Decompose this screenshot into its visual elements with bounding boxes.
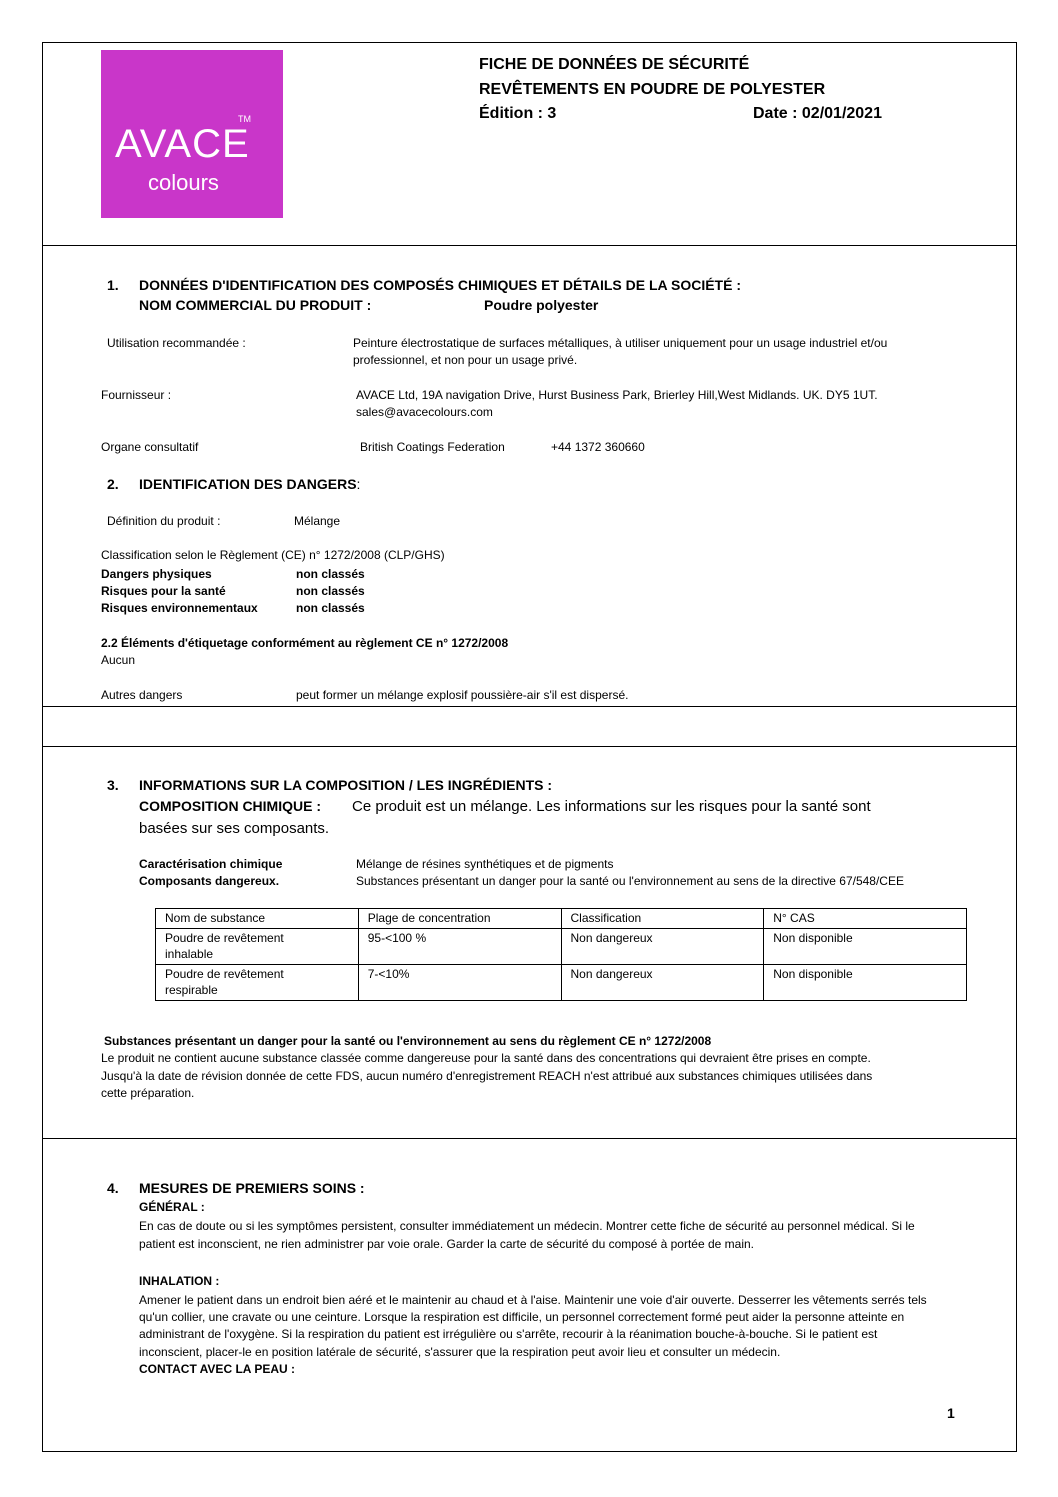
hazard-label: Risques pour la santé <box>101 584 226 598</box>
advisory-label: Organe consultatif <box>101 440 199 454</box>
divider <box>42 746 1017 747</box>
composition-table <box>155 908 967 1001</box>
section-number: 3. <box>107 777 119 793</box>
logo-subtitle: colours <box>148 170 219 195</box>
section-2-title-colon: : <box>356 476 361 492</box>
inhalation-text-2: qu'un collier, une cravate ou une ceinture. Lorsque la respiration est difficile, un personnel correctement formé peut aider la personne atteinte en <box>139 1310 905 1324</box>
inhalation-text-1: Amener le patient dans un endroit bien aéré et le maintenir au chaud et à l'aise. Maintenir une voie d'air ouverte. Desserrer les vêtements serrés tels <box>139 1293 927 1307</box>
product-definition-label: Définition du produit : <box>107 514 221 528</box>
chemical-characterisation-value: Mélange de résines synthétiques et de pigments <box>356 857 614 871</box>
table-cell: Non disponible <box>764 929 967 965</box>
table-row <box>156 929 967 965</box>
substance-name-cont: inhalable <box>165 947 214 961</box>
labelling-title: 2.2 Éléments d'étiquetage conformément au règlement CE n° 1272/2008 <box>101 636 509 650</box>
company-logo <box>101 50 283 218</box>
table-header: Classification <box>561 909 764 929</box>
regulation-text-2: Jusqu'à la date de révision donnée de cette FDS, aucun numéro d'enregistrement REACH n'est attribué aux substances chimiques utilisées dans <box>101 1069 873 1083</box>
doc-date: Date : 02/01/2021 <box>753 105 882 122</box>
section-3-title: INFORMATIONS SUR LA COMPOSITION / LES INGRÉDIENTS : <box>139 777 553 793</box>
product-definition-value: Mélange <box>294 514 341 528</box>
section-4-title: MESURES DE PREMIERS SOINS : <box>139 1180 365 1196</box>
section-1-title: DONNÉES D'IDENTIFICATION DES COMPOSÉS CHIMIQUES ET DÉTAILS DE LA SOCIÉTÉ : <box>139 277 741 293</box>
regulation-text-3: cette préparation. <box>101 1086 195 1100</box>
table-header: Nom de substance <box>156 909 359 929</box>
supplier-email: sales@avacecolours.com <box>356 405 493 419</box>
doc-subtitle: REVÊTEMENTS EN POUDRE DE POLYESTER <box>479 81 826 98</box>
section-number: 1. <box>107 277 119 293</box>
other-hazards-label: Autres dangers <box>101 688 183 702</box>
advisory-phone: +44 1372 360660 <box>551 440 645 454</box>
table-cell: 95-<100 % <box>358 929 561 965</box>
logo-brand: AVACE <box>115 122 250 166</box>
table-header: Plage de concentration <box>358 909 561 929</box>
table-cell: Non dangereux <box>561 929 764 965</box>
table-header-row <box>156 909 967 929</box>
inhalation-title: INHALATION : <box>139 1274 220 1288</box>
section-2-title-text: IDENTIFICATION DES DANGERS <box>139 476 357 492</box>
dangerous-components-value: Substances présentant un danger pour la santé ou l'environnement au sens de la directive 67/548/CEE <box>356 874 904 888</box>
supplier-label: Fournisseur : <box>101 388 172 402</box>
table-cell <box>156 965 359 1001</box>
hazard-value: non classés <box>296 567 365 581</box>
regulation-title: Substances présentant un danger pour la santé ou l'environnement au sens du règlement CE n° 1272/2008 <box>104 1034 712 1048</box>
table-cell: 7-<10% <box>358 965 561 1001</box>
substance-name-cont: respirable <box>165 983 218 997</box>
general-text-1: En cas de doute ou si les symptômes persistent, consulter immédiatement un médecin. Montrer cette fiche de sécurité au personnel médical. Si le <box>139 1219 915 1233</box>
table-cell: Non disponible <box>764 965 967 1001</box>
product-name-value: Poudre polyester <box>484 297 599 313</box>
doc-edition: Édition : 3 <box>479 105 557 122</box>
divider <box>42 1138 1017 1139</box>
divider <box>42 245 1017 246</box>
section-2-title <box>139 476 360 492</box>
supplier-address: AVACE Ltd, 19A navigation Drive, Hurst Business Park, Brierley Hill,West Midlands. UK. DY5 1UT. <box>356 388 878 402</box>
hazard-value: non classés <box>296 601 365 615</box>
general-text-2: patient est inconscient, ne rien administrer par voie orale. Garder la carte de sécurité du composé à portée de main. <box>139 1237 754 1251</box>
composition-text-1: Ce produit est un mélange. Les informations sur les risques pour la santé sont <box>352 798 871 815</box>
hazard-label: Risques environnementaux <box>101 601 258 615</box>
divider <box>42 706 1017 707</box>
logo-trademark: TM <box>238 114 251 124</box>
dangerous-components-label: Composants dangereux. <box>139 874 280 888</box>
page-number: 1 <box>947 1405 955 1421</box>
table-header: N° CAS <box>764 909 967 929</box>
section-number: 2. <box>107 476 119 492</box>
composition-text-2: basées sur ses composants. <box>139 820 330 837</box>
chemical-characterisation-label: Caractérisation chimique <box>139 857 283 871</box>
inhalation-text-3: administrant de l'oxygène. Si la respiration du patient est irrégulière ou s'arrête, recourir à la réanimation bouche-à-bouche. Si le patient est <box>139 1327 878 1341</box>
regulation-text-1: Le produit ne contient aucune substance classée comme dangereuse pour la santé dans des concentrations qui devraient être prises en compte. <box>101 1051 871 1065</box>
other-hazards-value: peut former un mélange explosif poussière-air s'il est dispersé. <box>296 688 629 702</box>
table-cell <box>156 929 359 965</box>
table-cell: Non dangereux <box>561 965 764 1001</box>
table-row <box>156 965 967 1001</box>
product-name-label: NOM COMMERCIAL DU PRODUIT : <box>139 297 372 313</box>
section-number: 4. <box>107 1180 119 1196</box>
hazard-value: non classés <box>296 584 365 598</box>
substance-name: Poudre de revêtement <box>165 931 284 945</box>
use-text-1: Peinture électrostatique de surfaces métalliques, à utiliser uniquement pour un usage industriel et/ou <box>353 336 888 350</box>
composition-label: COMPOSITION CHIMIQUE : <box>139 798 321 814</box>
use-label: Utilisation recommandée : <box>107 336 246 350</box>
use-text-2: professionnel, et non pour un usage privé. <box>353 353 578 367</box>
general-title: GÉNÉRAL : <box>139 1200 205 1214</box>
doc-title: FICHE DE DONNÉES DE SÉCURITÉ <box>479 56 750 73</box>
inhalation-text-4: inconscient, placer-le en position latérale de sécurité, s'assurer que la respiration peut avoir lieu et consulter un médecin. <box>139 1345 781 1359</box>
hazard-label: Dangers physiques <box>101 567 212 581</box>
substance-name: Poudre de revêtement <box>165 967 284 981</box>
classification-text: Classification selon le Règlement (CE) n° 1272/2008 (CLP/GHS) <box>101 548 445 562</box>
labelling-value: Aucun <box>101 653 136 667</box>
advisory-name: British Coatings Federation <box>360 440 505 454</box>
skin-contact-title: CONTACT AVEC LA PEAU : <box>139 1362 295 1376</box>
